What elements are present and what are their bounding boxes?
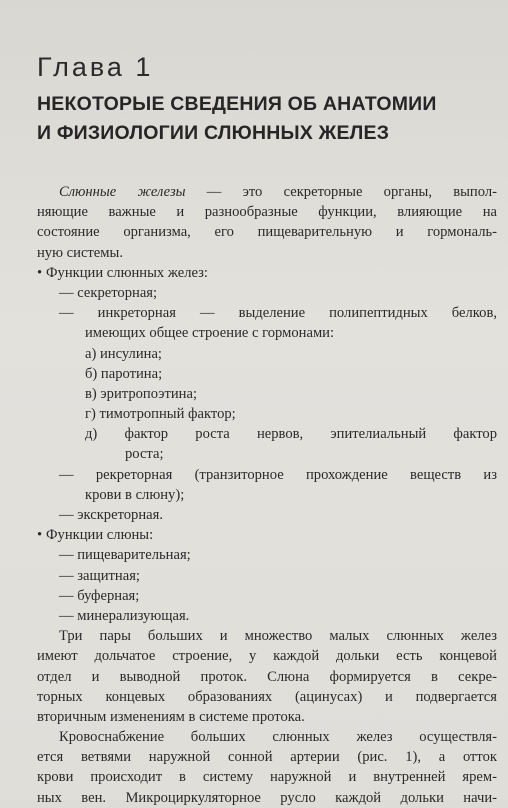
chapter-heading: Глава 1 [37,52,154,82]
list-item: — защитная; [59,567,140,584]
paragraph-line: вторичным изменениям в системе протока. [37,708,305,725]
intro-line: няющие важные и разнообразные функции, влияющие на [37,204,497,221]
paragraph-line: отдел и выводной проток. Слюна формируется в секре- [37,668,497,685]
intro-line: состояние организма, его пищеварительную и гормональ- [37,224,497,241]
list-item: — буферная; [59,587,140,604]
list-item: имеющих общее строение с гормонами: [85,325,335,342]
paragraph-line: ных вен. Микроциркуляторное русло каждой дольки начи- [37,789,497,806]
sub-item: в) эритропоэтина; [85,385,197,402]
chapter-title-line: И ФИЗИОЛОГИИ СЛЮННЫХ ЖЕЛЕЗ [37,122,390,144]
sub-item: д) фактор роста нервов, эпителиальный фактор [85,426,497,443]
list-header: • Функции слюны: [37,525,497,545]
sub-item: а) инсулина; [85,345,162,362]
bullet-icon: • [37,527,43,544]
paragraph-line: ется ветвями наружной сонной артерии (рис. 1), а отток [37,749,497,766]
chapter-title [37,90,487,148]
list-item: — рекреторная (транзиторное прохождение веществ из [59,466,497,483]
paragraph-line: Три пары больших и множество малых слюнных желез [59,628,497,645]
sub-item: г) тимотропный фактор; [85,406,236,423]
list-header: • Функции слюнных желез: [37,263,497,283]
intro-line: Слюнные железы — это секреторные органы, выпол- [59,184,497,200]
body-text [37,182,497,808]
list-item: — инкреторная — выделение полипептидных белков, [59,305,497,322]
chapter-title-line: НЕКОТОРЫЕ СВЕДЕНИЯ ОБ АНАТОМИИ [37,93,437,115]
paragraph-line: имеют дольчатое строение, у каждой дольки есть концевой [37,648,497,665]
list-item: — секреторная; [59,284,158,301]
intro-line: ную системы. [37,244,123,261]
list-item: — пищеварительная; [59,547,191,564]
term-salivary-glands: Слюнные железы [59,184,186,200]
list-item: крови в слюну); [85,486,185,503]
list-item: — экскреторная. [59,507,164,523]
paragraph-line: Кровоснабжение больших слюнных желез осуществля- [59,729,497,746]
paragraph-line: торных концевых образованиях (ацинусах) и подвергается [37,688,497,705]
sub-item: роста; [125,446,164,463]
paragraph-line: крови происходит в систему наружной и внутренней ярем- [37,769,497,786]
bullet-icon: • [37,264,43,281]
sub-item: б) паротина; [85,365,163,382]
list-item: — минерализующая. [59,607,190,624]
